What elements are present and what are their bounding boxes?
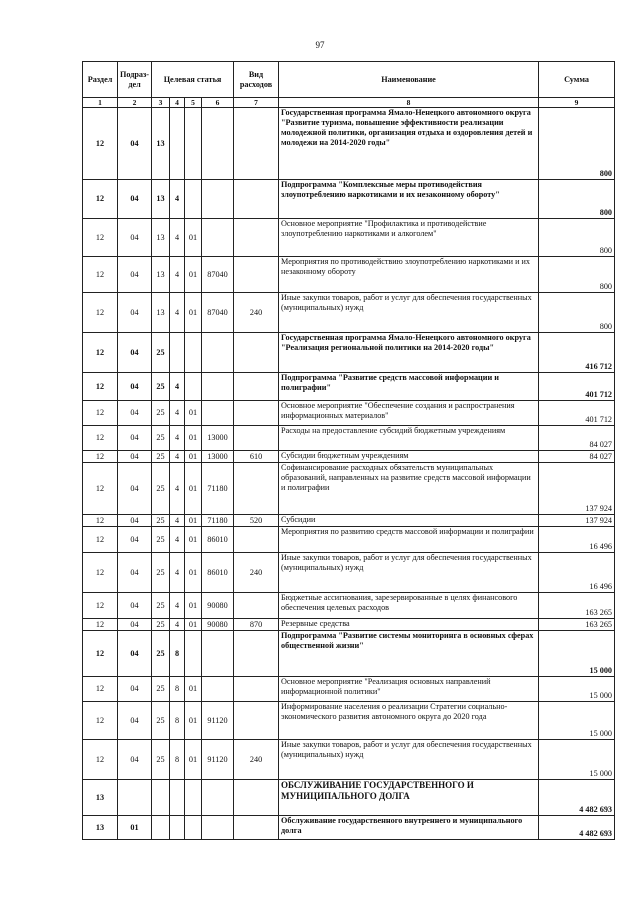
event-code-cell [185, 816, 202, 840]
subprogram-code-cell: 4 [170, 257, 185, 293]
expense-type-cell: 870 [234, 619, 279, 631]
razdel-cell: 12 [83, 677, 118, 702]
header-celevaya-statya: Целевая статья [152, 62, 234, 98]
podrazdel-cell: 04 [118, 333, 152, 373]
amount-cell: 84 027 [539, 426, 615, 451]
header-naimenovanie: Наименование [279, 62, 539, 98]
program-code-cell: 25 [152, 631, 170, 677]
subprogram-code-cell: 4 [170, 451, 185, 463]
direction-code-cell [202, 780, 234, 816]
program-code-cell: 25 [152, 401, 170, 426]
amount-cell: 15 000 [539, 631, 615, 677]
podrazdel-cell: 04 [118, 180, 152, 219]
name-cell: ОБСЛУЖИВАНИЕ ГОСУДАРСТВЕННОГО И МУНИЦИПАЛЬНОГО ДОЛГА [279, 780, 539, 816]
header-vid-rashodov: Вид расходов [234, 62, 279, 98]
event-code-cell [185, 631, 202, 677]
name-cell: Мероприятия по противодействию злоупотреблению наркотиками и их незаконному обороту [279, 257, 539, 293]
podrazdel-cell: 01 [118, 816, 152, 840]
direction-code-cell: 90080 [202, 619, 234, 631]
name-cell: Государственная программа Ямало-Ненецкого автономного округа "Реализация региональной политики на 2014-2020 годы" [279, 333, 539, 373]
amount-cell: 800 [539, 257, 615, 293]
event-code-cell: 01 [185, 401, 202, 426]
subprogram-code-cell: 4 [170, 463, 185, 515]
podrazdel-cell: 04 [118, 631, 152, 677]
direction-code-cell: 90080 [202, 593, 234, 619]
program-code-cell [152, 780, 170, 816]
event-code-cell [185, 108, 202, 180]
table-row [83, 515, 615, 527]
direction-code-cell: 71180 [202, 463, 234, 515]
razdel-cell: 12 [83, 401, 118, 426]
razdel-cell: 12 [83, 257, 118, 293]
table-body [83, 108, 615, 840]
column-number: 2 [118, 98, 152, 108]
name-cell: Иные закупки товаров, работ и услуг для обеспечения государственных (муниципальных) нужд [279, 740, 539, 780]
direction-code-cell: 87040 [202, 257, 234, 293]
expense-type-cell [234, 816, 279, 840]
event-code-cell: 01 [185, 293, 202, 333]
column-number-row [83, 98, 615, 108]
subprogram-code-cell: 4 [170, 219, 185, 257]
razdel-cell: 12 [83, 593, 118, 619]
expense-type-cell [234, 180, 279, 219]
name-cell: Основное мероприятие "Реализация основных направлений информационной политики" [279, 677, 539, 702]
event-code-cell: 01 [185, 257, 202, 293]
program-code-cell: 25 [152, 619, 170, 631]
direction-code-cell: 91120 [202, 702, 234, 740]
event-code-cell [185, 180, 202, 219]
subprogram-code-cell: 8 [170, 631, 185, 677]
expense-type-cell: 240 [234, 553, 279, 593]
expense-type-cell [234, 373, 279, 401]
amount-cell: 137 924 [539, 515, 615, 527]
event-code-cell: 01 [185, 702, 202, 740]
amount-cell: 15 000 [539, 677, 615, 702]
podrazdel-cell: 04 [118, 593, 152, 619]
direction-code-cell [202, 333, 234, 373]
direction-code-cell [202, 816, 234, 840]
razdel-cell: 12 [83, 463, 118, 515]
podrazdel-cell: 04 [118, 463, 152, 515]
subprogram-code-cell: 8 [170, 677, 185, 702]
subprogram-code-cell: 4 [170, 619, 185, 631]
subprogram-code-cell: 4 [170, 553, 185, 593]
razdel-cell: 12 [83, 619, 118, 631]
program-code-cell: 25 [152, 451, 170, 463]
program-code-cell: 25 [152, 553, 170, 593]
razdel-cell: 12 [83, 373, 118, 401]
column-number: 9 [539, 98, 615, 108]
expense-type-cell [234, 219, 279, 257]
subprogram-code-cell: 4 [170, 426, 185, 451]
amount-cell: 800 [539, 108, 615, 180]
name-cell: Государственная программа Ямало-Ненецкого автономного округа "Развитие туризма, повышение эффективности реализации молодежной политики, организация отдыха и оздоровления детей и молодежи на 2014-2020 годы" [279, 108, 539, 180]
subprogram-code-cell [170, 108, 185, 180]
subprogram-code-cell: 8 [170, 702, 185, 740]
razdel-cell: 13 [83, 780, 118, 816]
direction-code-cell [202, 631, 234, 677]
direction-code-cell [202, 219, 234, 257]
name-cell: Резервные средства [279, 619, 539, 631]
column-number: 7 [234, 98, 279, 108]
event-code-cell: 01 [185, 553, 202, 593]
amount-cell: 800 [539, 180, 615, 219]
amount-cell: 137 924 [539, 463, 615, 515]
razdel-cell: 12 [83, 108, 118, 180]
table-row [83, 426, 615, 451]
program-code-cell: 25 [152, 426, 170, 451]
table-row [83, 463, 615, 515]
name-cell: Субсидии бюджетным учреждениям [279, 451, 539, 463]
table-row [83, 293, 615, 333]
expense-type-cell [234, 463, 279, 515]
table-row [83, 553, 615, 593]
table-row [83, 702, 615, 740]
amount-cell: 84 027 [539, 451, 615, 463]
subprogram-code-cell: 4 [170, 401, 185, 426]
direction-code-cell: 87040 [202, 293, 234, 333]
amount-cell: 416 712 [539, 333, 615, 373]
name-cell: Иные закупки товаров, работ и услуг для обеспечения государственных (муниципальных) нужд [279, 293, 539, 333]
column-number: 5 [185, 98, 202, 108]
amount-cell: 163 265 [539, 593, 615, 619]
razdel-cell: 12 [83, 333, 118, 373]
column-number: 1 [83, 98, 118, 108]
subprogram-code-cell: 4 [170, 593, 185, 619]
name-cell: Основное мероприятие "Обеспечение создания и распространения информационных материалов" [279, 401, 539, 426]
name-cell: Подпрограмма "Развитие средств массовой информации и полиграфии" [279, 373, 539, 401]
column-number: 6 [202, 98, 234, 108]
subprogram-code-cell: 4 [170, 373, 185, 401]
expense-type-cell: 610 [234, 451, 279, 463]
program-code-cell: 13 [152, 219, 170, 257]
podrazdel-cell: 04 [118, 515, 152, 527]
amount-cell: 800 [539, 219, 615, 257]
header-summa: Сумма [539, 62, 615, 98]
razdel-cell: 12 [83, 426, 118, 451]
event-code-cell: 01 [185, 463, 202, 515]
podrazdel-cell: 04 [118, 619, 152, 631]
program-code-cell: 25 [152, 333, 170, 373]
table-row [83, 631, 615, 677]
razdel-cell: 12 [83, 702, 118, 740]
expense-type-cell [234, 108, 279, 180]
expense-type-cell [234, 631, 279, 677]
amount-cell: 15 000 [539, 740, 615, 780]
program-code-cell: 13 [152, 108, 170, 180]
podrazdel-cell: 04 [118, 553, 152, 593]
table-row [83, 619, 615, 631]
direction-code-cell [202, 373, 234, 401]
amount-cell: 16 496 [539, 553, 615, 593]
table-row [83, 257, 615, 293]
name-cell: Основное мероприятие "Профилактика и противодействие злоупотреблению наркотиками и алкоголем" [279, 219, 539, 257]
expense-type-cell [234, 426, 279, 451]
event-code-cell: 01 [185, 515, 202, 527]
table-row [83, 180, 615, 219]
podrazdel-cell: 04 [118, 401, 152, 426]
razdel-cell: 12 [83, 527, 118, 553]
name-cell: Расходы на предоставление субсидий бюджетным учреждениям [279, 426, 539, 451]
table-row [83, 780, 615, 816]
podrazdel-cell: 04 [118, 257, 152, 293]
name-cell: Подпрограмма "Комплексные меры противодействия злоупотреблению наркотиками и их незаконному обороту" [279, 180, 539, 219]
direction-code-cell: 86010 [202, 527, 234, 553]
subprogram-code-cell [170, 333, 185, 373]
amount-cell: 15 000 [539, 702, 615, 740]
table-row [83, 401, 615, 426]
direction-code-cell: 86010 [202, 553, 234, 593]
subprogram-code-cell [170, 816, 185, 840]
name-cell: Обслуживание государственного внутреннего и муниципального долга [279, 816, 539, 840]
expense-type-cell [234, 257, 279, 293]
direction-code-cell: 71180 [202, 515, 234, 527]
table-row [83, 677, 615, 702]
podrazdel-cell: 04 [118, 702, 152, 740]
event-code-cell: 01 [185, 593, 202, 619]
event-code-cell: 01 [185, 426, 202, 451]
podrazdel-cell: 04 [118, 219, 152, 257]
program-code-cell: 25 [152, 515, 170, 527]
page-number: 97 [315, 40, 325, 50]
program-code-cell: 13 [152, 257, 170, 293]
direction-code-cell: 91120 [202, 740, 234, 780]
table-row [83, 219, 615, 257]
table-row [83, 451, 615, 463]
amount-cell: 401 712 [539, 401, 615, 426]
subprogram-code-cell: 4 [170, 180, 185, 219]
program-code-cell: 25 [152, 740, 170, 780]
table-row [83, 108, 615, 180]
header-podrazdel: Подраз-дел [118, 62, 152, 98]
amount-cell: 4 482 693 [539, 816, 615, 840]
podrazdel-cell: 04 [118, 293, 152, 333]
expense-type-cell [234, 333, 279, 373]
direction-code-cell [202, 401, 234, 426]
razdel-cell: 12 [83, 180, 118, 219]
razdel-cell: 12 [83, 515, 118, 527]
direction-code-cell: 13000 [202, 426, 234, 451]
amount-cell: 16 496 [539, 527, 615, 553]
program-code-cell: 25 [152, 527, 170, 553]
razdel-cell: 12 [83, 740, 118, 780]
expense-type-cell [234, 780, 279, 816]
event-code-cell: 01 [185, 527, 202, 553]
program-code-cell: 25 [152, 373, 170, 401]
amount-cell: 4 482 693 [539, 780, 615, 816]
name-cell: Софинансирование расходных обязательств муниципальных образований, направленных на развитие средств массовой информации и полиграфии [279, 463, 539, 515]
expense-type-cell: 240 [234, 740, 279, 780]
event-code-cell: 01 [185, 677, 202, 702]
table-row [83, 593, 615, 619]
direction-code-cell [202, 108, 234, 180]
razdel-cell: 12 [83, 631, 118, 677]
expense-type-cell: 520 [234, 515, 279, 527]
subprogram-code-cell: 4 [170, 527, 185, 553]
program-code-cell: 25 [152, 677, 170, 702]
column-number: 8 [279, 98, 539, 108]
table-row [83, 333, 615, 373]
program-code-cell: 25 [152, 702, 170, 740]
expense-type-cell [234, 401, 279, 426]
subprogram-code-cell: 4 [170, 515, 185, 527]
razdel-cell: 12 [83, 219, 118, 257]
table-row [83, 816, 615, 840]
direction-code-cell [202, 677, 234, 702]
program-code-cell: 25 [152, 593, 170, 619]
expense-type-cell [234, 702, 279, 740]
name-cell: Бюджетные ассигнования, зарезервированные в целях финансового обеспечения целевых расходов [279, 593, 539, 619]
table-row [83, 740, 615, 780]
event-code-cell [185, 373, 202, 401]
program-code-cell: 13 [152, 180, 170, 219]
table-row [83, 373, 615, 401]
header-razdel: Раздел [83, 62, 118, 98]
direction-code-cell: 13000 [202, 451, 234, 463]
event-code-cell: 01 [185, 740, 202, 780]
program-code-cell: 13 [152, 293, 170, 333]
event-code-cell [185, 780, 202, 816]
amount-cell: 401 712 [539, 373, 615, 401]
expense-type-cell [234, 527, 279, 553]
column-number: 4 [170, 98, 185, 108]
podrazdel-cell: 04 [118, 373, 152, 401]
event-code-cell: 01 [185, 619, 202, 631]
name-cell: Информирование населения о реализации Стратегии социально-экономического развития автономного округа до 2020 года [279, 702, 539, 740]
column-number: 3 [152, 98, 170, 108]
podrazdel-cell: 04 [118, 527, 152, 553]
name-cell: Субсидии [279, 515, 539, 527]
direction-code-cell [202, 180, 234, 219]
podrazdel-cell: 04 [118, 108, 152, 180]
amount-cell: 163 265 [539, 619, 615, 631]
program-code-cell [152, 816, 170, 840]
podrazdel-cell: 04 [118, 426, 152, 451]
amount-cell: 800 [539, 293, 615, 333]
subprogram-code-cell [170, 780, 185, 816]
expense-type-cell [234, 593, 279, 619]
table-row [83, 527, 615, 553]
podrazdel-cell: 04 [118, 677, 152, 702]
subprogram-code-cell: 8 [170, 740, 185, 780]
event-code-cell: 01 [185, 451, 202, 463]
budget-table [82, 61, 615, 840]
razdel-cell: 13 [83, 816, 118, 840]
podrazdel-cell [118, 780, 152, 816]
program-code-cell: 25 [152, 463, 170, 515]
razdel-cell: 12 [83, 451, 118, 463]
expense-type-cell: 240 [234, 293, 279, 333]
name-cell: Иные закупки товаров, работ и услуг для обеспечения государственных (муниципальных) нужд [279, 553, 539, 593]
name-cell: Мероприятия по развитию средств массовой информации и полиграфии [279, 527, 539, 553]
podrazdel-cell: 04 [118, 740, 152, 780]
razdel-cell: 12 [83, 293, 118, 333]
event-code-cell [185, 333, 202, 373]
name-cell: Подпрограмма "Развитие системы мониторинга в основных сферах общественной жизни" [279, 631, 539, 677]
podrazdel-cell: 04 [118, 451, 152, 463]
razdel-cell: 12 [83, 553, 118, 593]
expense-type-cell [234, 677, 279, 702]
header-row [83, 62, 615, 98]
event-code-cell: 01 [185, 219, 202, 257]
subprogram-code-cell: 4 [170, 293, 185, 333]
